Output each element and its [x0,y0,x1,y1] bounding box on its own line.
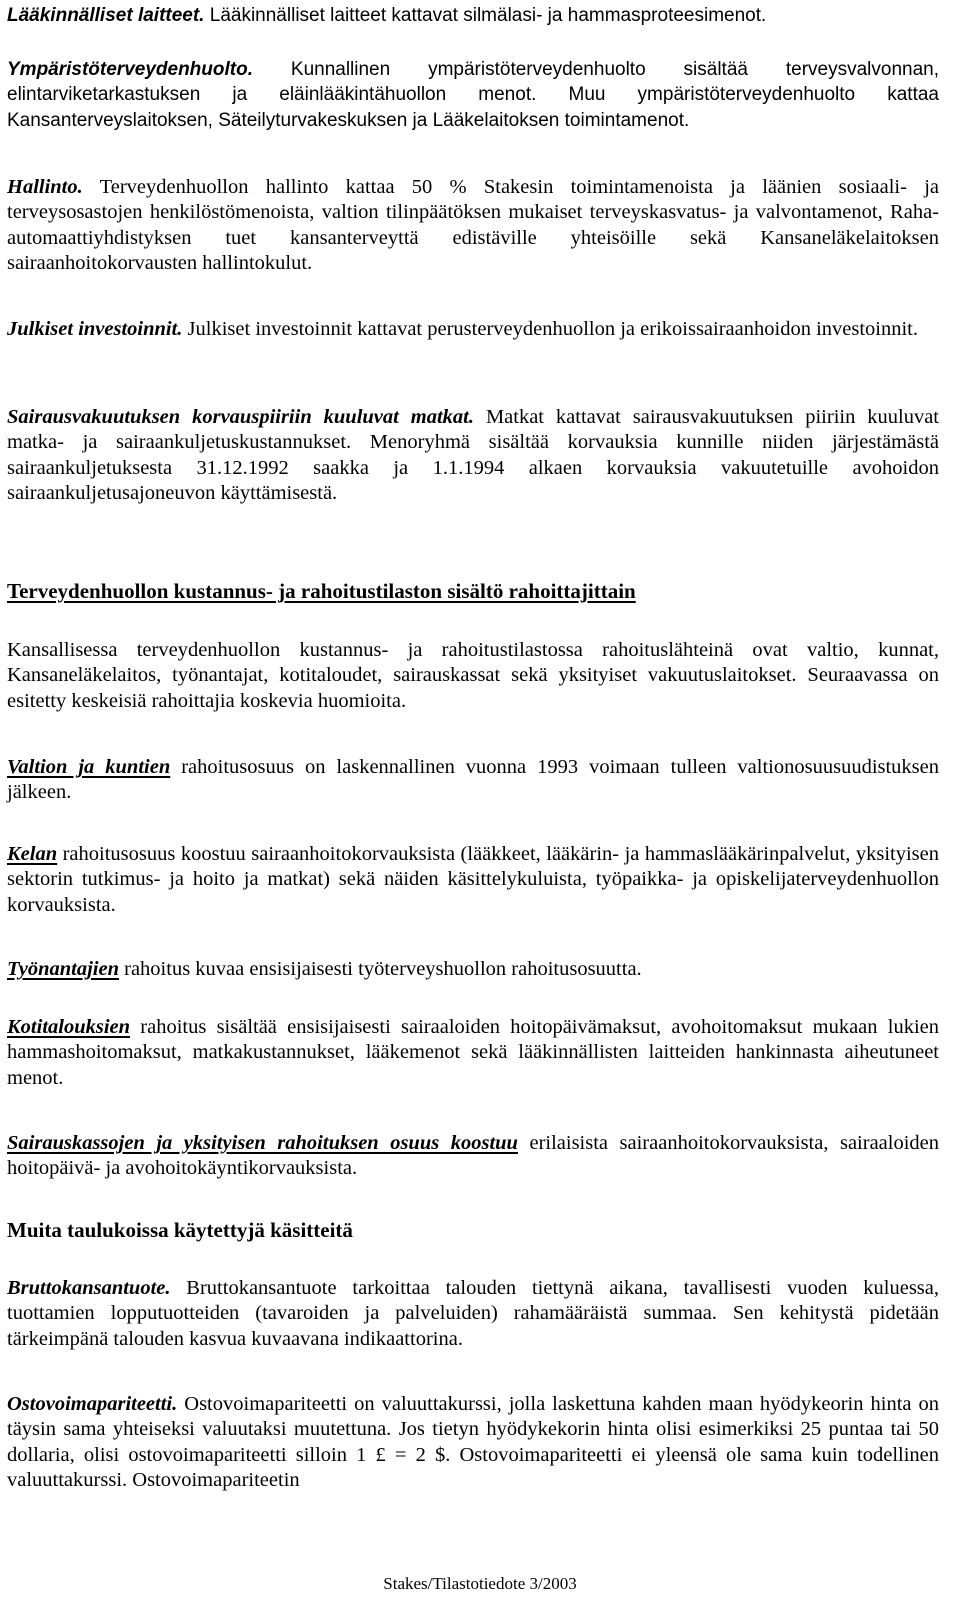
paragraph-ymparistoterveydenhuolto [7,57,939,133]
paragraph-text: rahoitus kuvaa ensisijaisesti työterveyshuollon rahoitusosuutta. [124,958,642,980]
paragraph-lead: Hallinto. [7,176,83,198]
paragraph-text: rahoitusosuus koostuu sairaanhoitokorvauksista (lääkkeet, lääkärin- ja hammaslääkärinpalvelut, yksityisen sektorin tutkimus- ja hoito ja matkat) sekä näiden käsittelykuluista, työpaikka- ja opiskelijaterveydenhuollon korvauksista. [7,843,939,916]
paragraph-text: Lääkinnälliset laitteet kattavat silmälasi- ja hammasproteesimenot. [209,5,767,26]
paragraph-lead: Valtion ja kuntien [7,756,171,778]
paragraph-text: rahoitus sisältää ensisijaisesti sairaaloiden hoitopäivämaksut, avohoitomaksut mukaan lukien hammashoitomaksut, matkakustannukset, lääkemenot sekä lääkinnällisten laitteiden hankinnasta aiheutuneet menot. [7,1016,939,1089]
paragraph-valtio-ja-kunnat [7,755,939,806]
heading-text: Terveydenhuollon kustannus- ja rahoitustilaston sisältö rahoittajittain [7,579,636,603]
paragraph-hallinto [7,175,939,277]
paragraph-sairauskassat [7,1131,939,1182]
paragraph-intro [7,638,939,714]
paragraph-text: Kunnallinen ympäristöterveydenhuolto sisältää terveysvalvonnan, elintarviketarkastuksen ja eläinlääkintähuollon menot. Muu ympäristöterveydenhuolto kattaa Kansanterveyslaitoksen, Säteilyturvakeskuksen ja Lääkelaitoksen toimintamenot. [7,59,939,131]
paragraph-lead: Sairauskassojen ja yksityisen rahoituksen osuus koostuu [7,1132,518,1154]
paragraph-lead: Kotitalouksien [7,1016,131,1038]
paragraph-bruttokansantuote [7,1276,939,1352]
paragraph-lead: Lääkinnälliset laitteet. [7,5,205,26]
paragraph-ostovoimapariteetti [7,1392,939,1494]
paragraph-lead: Kelan [7,843,58,865]
paragraph-text: Julkiset investoinnit kattavat perusterveydenhuollon ja erikoissairaanhoidon investoinnit. [187,318,918,340]
heading-text: Muita taulukoissa käytettyjä käsitteitä [7,1218,353,1242]
page-footer: Stakes/Tilastotiedote 3/2003 [383,1574,577,1593]
paragraph-kotitaloudet [7,1015,939,1091]
paragraph-kela [7,842,939,918]
paragraph-laakinnalliset-laitteet [7,3,939,28]
paragraph-text: Matkat kattavat sairausvakuutuksen piiriin kuuluvat matka- ja sairaankuljetuskustannukset. Menoryhmä sisältää korvauksia kunnille niiden järjestämästä sairaankuljetuksesta 31.12.1992 saakka ja 1.1.1994 alkaen korvauksia vakuutetuille avohoidon sairaankuljetusajoneuvon käyttämisestä. [7,406,940,505]
paragraph-text: Terveydenhuollon hallinto kattaa 50 % Stakesin toimintamenoista ja läänien sosiaali- ja terveysosastojen henkilöstömenoista, valtion tilinpäätöksen mukaiset terveyskasvatus- ja valvontamenot, Raha-automaattiyhdistyksen tuet kansanterveyttä edistäville yhteisöille sekä Kansaneläkelaitoksen sairaanhoitokorvausten hallintokulut. [7,176,939,275]
paragraph-text: Bruttokansantuote tarkoittaa talouden tiettynä aikana, tavallisesti vuoden kuluessa, tuottamien lopputuotteiden (tavaroiden ja palveluiden) rahamääräistä summaa. Sen kehitystä pidetään tärkeimpänä talouden kasvua kuvaavana indikaattorina. [7,1277,939,1350]
section-heading-kasitteita [7,1218,939,1243]
paragraph-tyonantajat [7,957,939,982]
section-heading-rahoittajittain [7,579,939,604]
paragraph-text: Kansallisessa terveydenhuollon kustannus- ja rahoitustilastossa rahoituslähteinä ovat valtio, kunnat, Kansaneläkelaitos, työnantajat, kotitaloudet, sairauskassat sekä yksityiset vakuutuslaitokset. Seuraavassa on esitetty keskeisiä rahoittajia koskevia huomioita. [7,639,939,712]
paragraph-lead: Ympäristöterveydenhuolto. [7,59,253,80]
paragraph-julkiset-investoinnit [7,317,939,342]
paragraph-text: Ostovoimapariteetti on valuuttakurssi, jolla laskettuna kahden maan hyödykeorin hinta on täysin sama yhteiseksi valuutaksi muutettuna. Jos tietyn hyödykekorin hinta olisi esimerkiksi 25 puntaa tai 50 dollaria, olisi ostovoimapariteetti silloin 1 £ = 2 $. Ostovoimapariteetti ei yleensä ole sama kuin todellinen valuuttakurssi. Ostovoimapariteetin [7,1393,939,1492]
paragraph-lead: Julkiset investoinnit. [7,318,183,340]
paragraph-lead: Työnantajien [7,958,119,980]
paragraph-matkat [7,405,939,507]
paragraph-text: erilaisista sairaanhoitokorvauksista, sairaaloiden hoitopäivä- ja avohoitokäyntikorvauksista. [7,1132,940,1180]
paragraph-lead: Sairausvakuutuksen korvauspiiriin kuuluvat matkat. [7,406,474,428]
paragraph-text: rahoitusosuus on laskennallinen vuonna 1993 voimaan tulleen valtionosuusuudistuksen jälkeen. [7,756,940,804]
paragraph-lead: Ostovoimapariteetti. [7,1393,178,1415]
paragraph-lead: Bruttokansantuote. [7,1277,171,1299]
